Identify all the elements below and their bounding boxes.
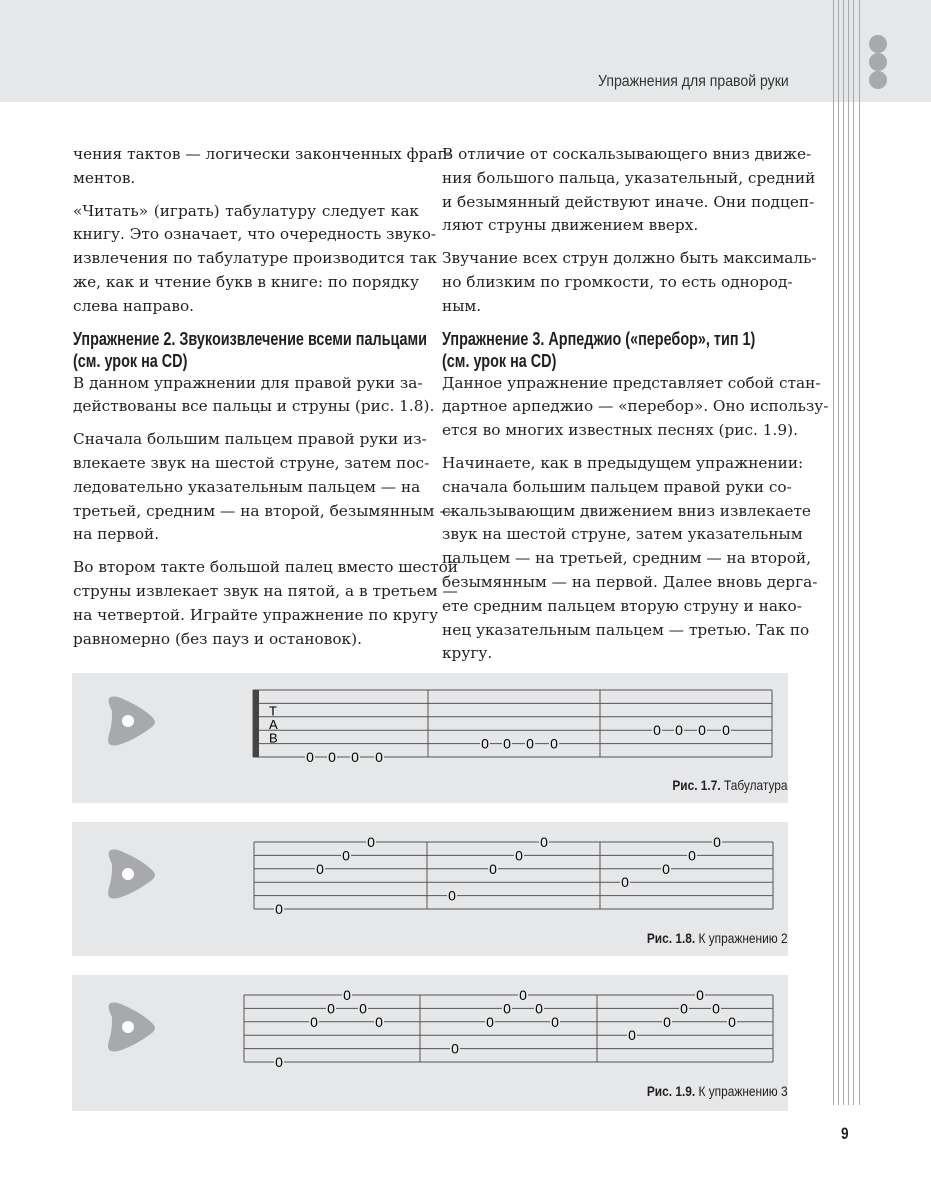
tab-clef-letter: A [269,716,278,732]
tab-clef-letter: B [269,730,278,746]
text-line: Упражнение 2. Звукоизвлечение всеми пальцами [73,328,428,349]
tab-note: 0 [728,1013,736,1030]
tab-note: 0 [698,722,706,739]
page-header [0,0,931,102]
text-line: скальзывающим движением вниз извлекаете [442,501,811,520]
tab-note: 0 [540,834,548,850]
text-line: ментов. [73,168,136,187]
text-line: ным. [442,296,482,315]
paragraph [442,247,817,318]
text-line: (см. урок на CD) [442,350,557,371]
paragraph [442,143,816,238]
text-line: звук на шестой струне, затем указательным [442,525,803,544]
tab-note: 0 [275,901,283,917]
text-line: книгу. Это означает, что очередность звуко- [73,225,437,244]
text-line: Во втором такте большой палец вместо шестой [73,558,458,577]
text-line: струны извлекает звук на пятой, а в третьем — [73,581,458,600]
figure-title: Табулатура [724,777,788,793]
tab-note: 0 [310,1013,318,1030]
text-line: сначала большим пальцем правой руки со- [442,477,792,496]
text-column-left [73,143,458,660]
tab-note: 0 [359,1000,367,1017]
decor-dot-icon [869,53,887,71]
tab-note: 0 [663,1013,671,1030]
tab-note: 0 [515,847,523,864]
figure-label: Рис. 1.7. [672,777,722,793]
text-line: на первой. [73,525,160,544]
tab-note: 0 [375,1013,383,1030]
tab-note: 0 [451,1040,459,1057]
pick-hole [122,868,134,880]
figure-title: К упражнению 3 [698,1083,788,1099]
tab-note: 0 [526,735,534,752]
text-line: безымянным — на первой. Далее вновь дерга- [442,572,818,591]
tab-note: 0 [316,860,324,877]
tab-note: 0 [628,1027,636,1044]
decor-dot-icon [869,71,887,89]
figure-caption [647,930,788,946]
text-line: слева направо. [73,296,195,315]
text-line: ляют струны движением вверх. [442,216,699,235]
text-line: ледовательно указательным пальцем — на [73,477,421,496]
text-line: действованы все пальцы и струны (рис. 1.8). [73,397,435,416]
tab-note: 0 [489,860,497,877]
text-line: влекаете звук на шестой струне, затем пос- [73,453,430,472]
text-line: Упражнение 3. Арпеджио («перебор», тип 1) [442,328,756,349]
tab-note: 0 [712,1000,720,1017]
tab-note: 0 [519,987,527,1003]
text-line: же, как и чтение букв в книге: по порядку [73,272,419,291]
figure-caption [647,1083,788,1099]
guitar-strings-decoration [832,0,862,1200]
tab-note: 0 [696,987,704,1003]
text-line: на четвертой. Играйте упражнение по кругу [73,605,439,624]
text-line: Начинаете, как в предыдущем упражнении: [442,453,804,472]
text-line: и безымянный действуют иначе. Они подцеп- [442,192,815,211]
tab-note: 0 [550,735,558,752]
text-line: Сначала большим пальцем правой руки из- [73,430,427,449]
section-heading [73,328,428,372]
tab-note: 0 [448,887,456,904]
figure-label: Рис. 1.9. [647,1083,696,1099]
paragraph [73,143,451,191]
tab-note: 0 [688,847,696,864]
paragraph [442,452,818,666]
tab-note: 0 [713,834,721,850]
tab-note: 0 [621,874,629,891]
figure-label: Рис. 1.8. [647,930,696,946]
tab-note: 0 [680,1000,688,1017]
text-line: В отличие от соскальзывающего вниз движе- [442,145,812,163]
tab-note: 0 [351,749,359,765]
text-line: кругу. [442,644,493,663]
figure-caption [673,777,788,793]
tab-note: 0 [306,749,314,765]
page-number: 9 [840,1124,849,1143]
tab-clef-letter: T [269,703,277,719]
tab-note: 0 [722,722,730,739]
tab-note: 0 [503,1000,511,1017]
running-title: Упражнения для правой руки [598,73,789,90]
tab-note: 0 [535,1000,543,1017]
text-line: извлечения по табулатуре производится так [73,249,437,268]
paragraph [73,372,435,420]
tab-note: 0 [653,722,661,739]
tab-note: 0 [375,749,383,765]
text-line: ется во многих известных песнях (рис. 1.9). [442,421,798,440]
decor-dot-icon [869,35,887,53]
text-line: пальцем — на третьей, средним — на второй, [442,549,812,568]
tab-note: 0 [675,722,683,739]
text-line: «Читать» (играть) табулатуру следует как [73,201,419,220]
text-line: но близким по громкости, то есть однород- [442,272,793,291]
tab-note: 0 [486,1013,494,1030]
section-heading [442,328,788,372]
paragraph [442,372,829,443]
pick-hole [122,1021,134,1033]
guitar-pick-icon [108,1003,155,1052]
tab-note: 0 [367,834,375,850]
tab-note: 0 [662,860,670,877]
text-line: Звучание всех струн должно быть максималь- [442,249,817,268]
figure-1-7 [72,673,788,803]
text-line: нец указательным пальцем — третью. Так по [442,620,810,639]
text-line: третьей, средним — на второй, безымянным — [73,501,455,520]
tab-note: 0 [343,987,351,1003]
guitar-pick-icon [108,850,155,899]
figure-1-9 [72,975,788,1111]
tab-note: 0 [481,735,489,752]
tab-note: 0 [328,749,336,765]
figure-title: К упражнению 2 [698,930,788,946]
tab-note: 0 [327,1000,335,1017]
text-line: Данное упражнение представляет собой стан- [442,373,821,392]
figure-1-8 [72,822,788,956]
text-line: (см. урок на CD) [73,350,188,371]
pick-hole [122,715,134,727]
tab-note: 0 [275,1054,283,1070]
text-line: ете средним пальцем вторую струну и нако- [442,596,802,615]
thick-bar-line [253,690,259,757]
paragraph [73,556,458,651]
tab-note: 0 [503,735,511,752]
tab-note: 0 [342,847,350,864]
text-column-right [442,143,829,675]
text-line: В данном упражнении для правой руки за- [73,373,423,392]
guitar-pick-icon [108,697,155,746]
text-line: дартное арпеджио — «перебор». Оно использу- [442,397,829,416]
text-line: чения тактов — логически законченных фраг- [73,145,451,163]
tab-note: 0 [551,1013,559,1030]
text-line: ния большого пальца, указательный, средний [442,168,816,187]
paragraph [73,428,455,547]
text-line: равномерно (без пауз и остановок). [73,629,362,648]
paragraph [73,200,437,319]
